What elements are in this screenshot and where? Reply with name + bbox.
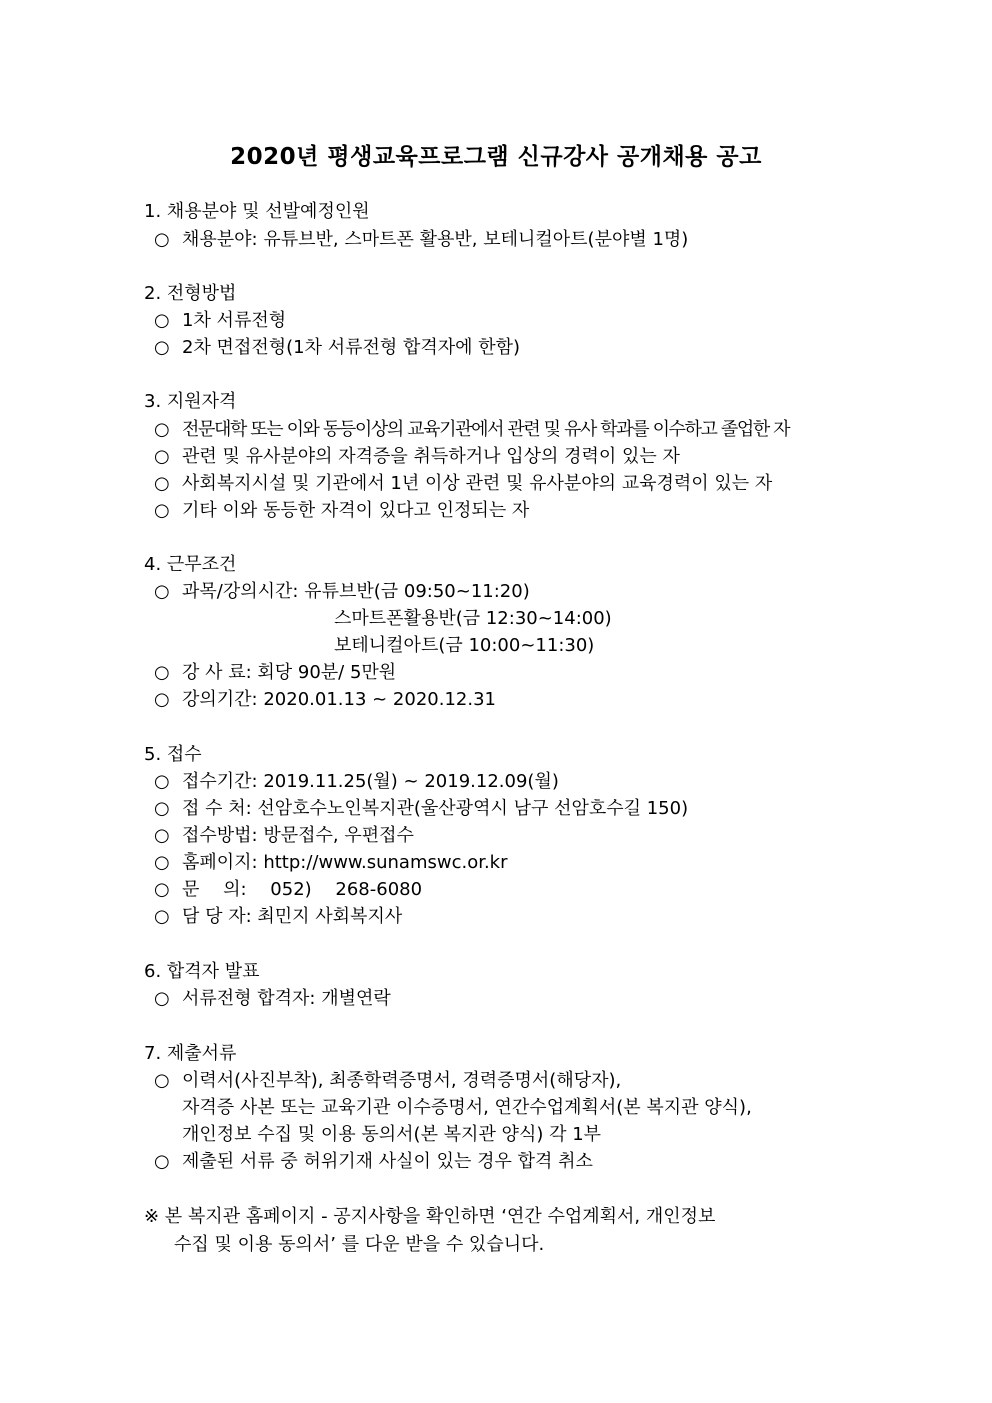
schedule-continuation: 스마트폰활용반(금 12:30~14:00)	[334, 608, 612, 629]
footnote-line: 수집 및 이용 동의서’ 를 다운 받을 수 있습니다.	[174, 1234, 545, 1255]
list-item-continuation: 개인정보 수집 및 이용 동의서(본 복지관 양식) 각 1부	[182, 1124, 602, 1145]
list-item: ○ 강 사 료: 회당 90분/ 5만원	[154, 662, 397, 683]
circle-bullet-icon: ○	[154, 337, 170, 358]
schedule-continuation: 보테니컬아트(금 10:00~11:30)	[334, 635, 595, 656]
circle-bullet-icon: ○	[154, 310, 170, 331]
circle-bullet-icon: ○	[154, 446, 170, 467]
section-heading: 6. 합격자 발표	[144, 961, 260, 982]
circle-bullet-icon: ○	[154, 500, 170, 521]
list-item: ○ 1차 서류전형	[154, 310, 287, 331]
section-heading: 1. 채용분야 및 선발예정인원	[144, 201, 370, 222]
section-heading: 2. 전형방법	[144, 283, 237, 304]
list-item: ○ 홈페이지: http://www.sunamswc.or.kr	[154, 852, 508, 873]
circle-bullet-icon: ○	[154, 662, 170, 683]
list-item: ○ 관련 및 유사분야의 자격증을 취득하거나 입상의 경력이 있는 자	[154, 446, 680, 467]
list-item: ○ 문 의: 052) 268-6080	[154, 879, 423, 900]
circle-bullet-icon: ○	[154, 1151, 170, 1172]
list-item-continuation: 자격증 사본 또는 교육기관 이수증명서, 연간수업계획서(본 복지관 양식),	[182, 1097, 752, 1118]
circle-bullet-icon: ○	[154, 798, 170, 819]
circle-bullet-icon: ○	[154, 906, 170, 927]
list-item: ○ 이력서(사진부착), 최종학력증명서, 경력증명서(해당자),	[154, 1070, 622, 1091]
list-item: ○ 사회복지시설 및 기관에서 1년 이상 관련 및 유사분야의 교육경력이 있는 자	[154, 473, 773, 494]
list-item: ○ 과목/강의시간: 유튜브반(금 09:50~11:20)	[154, 581, 530, 602]
section-heading: 7. 제출서류	[144, 1043, 237, 1064]
circle-bullet-icon: ○	[154, 1070, 170, 1091]
circle-bullet-icon: ○	[154, 473, 170, 494]
list-item: ○ 채용분야: 유튜브반, 스마트폰 활용반, 보테니컬아트(분야별 1명)	[154, 229, 689, 250]
circle-bullet-icon: ○	[154, 879, 170, 900]
list-item: ○ 2차 면접전형(1차 서류전형 합격자에 한함)	[154, 337, 521, 358]
circle-bullet-icon: ○	[154, 419, 170, 440]
section-heading: 4. 근무조건	[144, 554, 237, 575]
list-item: ○ 접수기간: 2019.11.25(월) ~ 2019.12.09(월)	[154, 771, 559, 792]
section-heading: 3. 지원자격	[144, 391, 237, 412]
list-item: ○ 접 수 처: 선암호수노인복지관(울산광역시 남구 선암호수길 150)	[154, 798, 689, 819]
circle-bullet-icon: ○	[154, 229, 170, 250]
circle-bullet-icon: ○	[154, 988, 170, 1009]
list-item: ○ 전문대학 또는 이와 동등이상의 교육기관에서 관련 및 유사 학과를 이수하고 졸업한 자	[154, 419, 790, 440]
list-item: ○ 서류전형 합격자: 개별연락	[154, 988, 391, 1009]
circle-bullet-icon: ○	[154, 771, 170, 792]
list-item: ○ 기타 이와 동등한 자격이 있다고 인정되는 자	[154, 500, 530, 521]
circle-bullet-icon: ○	[154, 689, 170, 710]
circle-bullet-icon: ○	[154, 825, 170, 846]
circle-bullet-icon: ○	[154, 581, 170, 602]
list-item: ○ 강의기간: 2020.01.13 ~ 2020.12.31	[154, 689, 496, 710]
page-title: 2020년 평생교육프로그램 신규강사 공개채용 공고	[230, 144, 762, 170]
circle-bullet-icon: ○	[154, 852, 170, 873]
list-item: ○ 접수방법: 방문접수, 우편접수	[154, 825, 414, 846]
section-heading: 5. 접수	[144, 744, 202, 765]
list-item: ○ 담 당 자: 최민지 사회복지사	[154, 906, 403, 927]
footnote-line: ※ 본 복지관 홈페이지 - 공지사항을 확인하면 ‘연간 수업계획서, 개인정보	[144, 1206, 716, 1227]
list-item: ○ 제출된 서류 중 허위기재 사실이 있는 경우 합격 취소	[154, 1151, 593, 1172]
